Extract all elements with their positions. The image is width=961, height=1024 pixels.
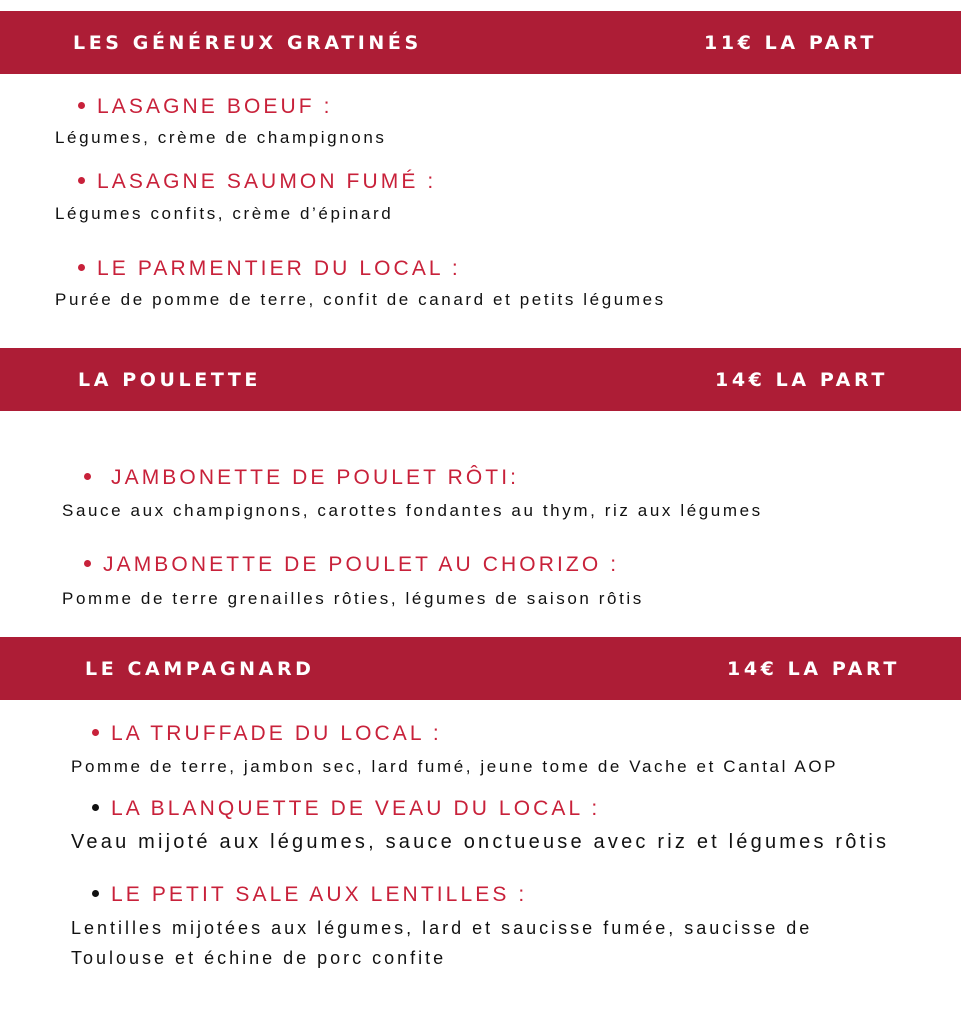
section-header-campagnard: [0, 637, 961, 700]
menu-item-description: Pomme de terre, jambon sec, lard fumé, jeune tome de Vache et Cantal AOP: [71, 757, 839, 776]
menu-item-name: LA TRUFFADE DU LOCAL :: [111, 722, 442, 745]
bullet-icon: [78, 264, 85, 271]
bullet-icon: [84, 560, 91, 567]
bullet-icon: [78, 177, 85, 184]
section-title: LA POULETTE: [78, 369, 261, 391]
menu-item-name: LE PETIT SALE AUX LENTILLES :: [111, 883, 528, 906]
bullet-icon: [92, 890, 99, 897]
menu-item-name: LASAGNE BOEUF :: [97, 95, 333, 118]
menu-item-description: Purée de pomme de terre, confit de canard et petits légumes: [55, 290, 666, 309]
menu-item-name: LE PARMENTIER DU LOCAL :: [97, 257, 461, 280]
menu-item-title: [84, 466, 519, 490]
section-header-gratines: [0, 11, 961, 74]
menu-item-title: [84, 553, 619, 577]
menu-item-description: Veau mijoté aux légumes, sauce onctueuse avec riz et légumes rôtis: [71, 831, 890, 853]
bullet-icon: [84, 473, 91, 480]
menu-item-description: Légumes confits, crème d’épinard: [55, 204, 394, 223]
menu-item-description: Sauce aux champignons, carottes fondantes au thym, riz aux légumes: [62, 501, 763, 520]
menu-item-description: Légumes, crème de champignons: [55, 128, 387, 147]
menu-item-title: [78, 257, 461, 281]
bullet-icon: [92, 729, 99, 736]
menu-item-title: [92, 722, 442, 746]
section-header-poulette: [0, 348, 961, 411]
section-title: LES GÉNÉREUX GRATINÉS: [73, 32, 422, 54]
menu-item-name: LA BLANQUETTE DE VEAU DU LOCAL :: [111, 797, 601, 820]
section-price: 14€ LA PART: [727, 658, 900, 680]
menu-item-description: Pomme de terre grenailles rôties, légumes de saison rôtis: [62, 589, 644, 608]
description-line: Lentilles mijotées aux légumes, lard et saucisse fumée, saucisse de: [71, 918, 813, 938]
menu-item-title: [92, 883, 527, 907]
section-price: 11€ LA PART: [704, 32, 877, 54]
menu-item-title: [92, 797, 600, 821]
bullet-icon: [78, 102, 85, 109]
menu-item-title: [78, 95, 333, 119]
section-title: LE CAMPAGNARD: [85, 658, 315, 680]
bullet-icon: [92, 804, 99, 811]
menu-item-title: [78, 170, 436, 194]
menu-item-name: LASAGNE SAUMON FUMÉ :: [97, 170, 437, 193]
description-line: Toulouse et échine de porc confite: [71, 948, 447, 968]
menu-item-name: JAMBONETTE DE POULET RÔTI:: [111, 466, 520, 489]
menu-item-description: [71, 913, 812, 973]
menu-item-name: JAMBONETTE DE POULET AU CHORIZO :: [103, 553, 620, 576]
section-price: 14€ LA PART: [715, 369, 888, 391]
